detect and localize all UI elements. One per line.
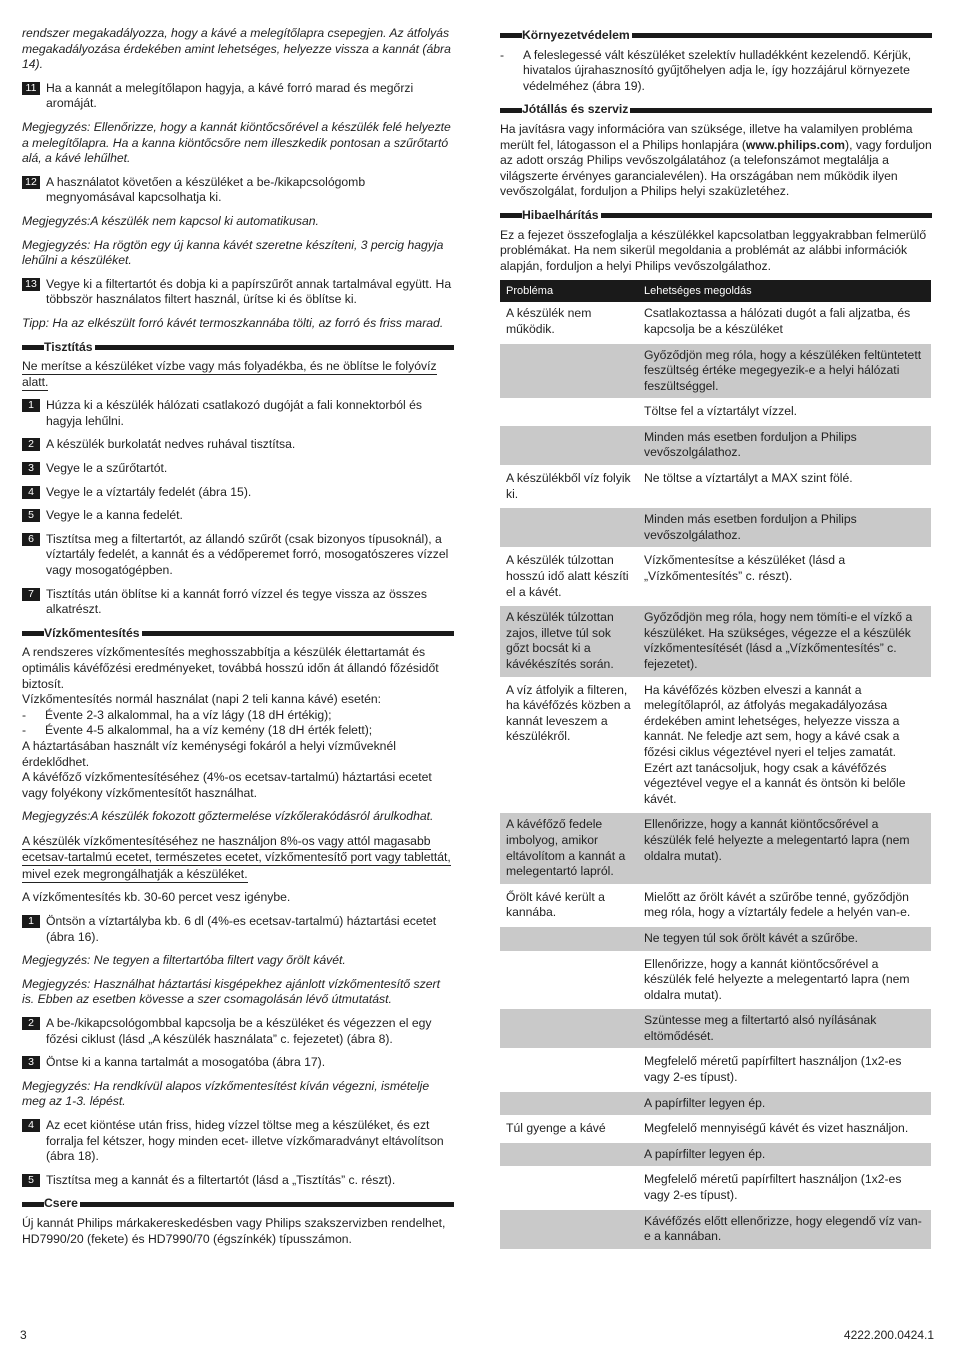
table-row bbox=[500, 952, 931, 1009]
descaling-duration: A vízkőmentesítés kb. 30-60 percet vesz igénybe. bbox=[22, 890, 291, 905]
step-text: Vegye le a víztartály fedelét (ábra 15). bbox=[46, 484, 252, 499]
cleaning-step bbox=[22, 437, 454, 453]
table-row bbox=[500, 605, 931, 677]
heading-bar bbox=[632, 33, 932, 38]
solution-cell: Kávéfőzés előtt ellenőrizze, hogy elegendő víz van-e a kannában. bbox=[638, 1209, 931, 1250]
paragraph: A kávéfőző vízkőmentesítéséhez (4%-os ecetsav-tartalmú) háztartási ecetet vagy folyékony vízkőmentesítőt használhat. bbox=[22, 770, 432, 800]
problem-cell bbox=[500, 1049, 638, 1090]
table-row bbox=[500, 1142, 931, 1168]
heading-bar bbox=[22, 1202, 44, 1207]
step-text: A használatot követően a készüléket a be-/kikapcsológomb megnyomásával kapcsolhatja ki. bbox=[46, 174, 366, 205]
solution-cell: Minden más esetben forduljon a Philips vevőszolgálathoz. bbox=[638, 507, 931, 548]
solution-cell: Győződjön meg róla, hogy nem tömíti-e el vízkő a készüléket. Ha szükséges, végezze el a készülék vízkőmentesítését (lásd a „Vízkőmentesítés” c. fejezetet). bbox=[638, 605, 931, 677]
heading-bar bbox=[80, 1202, 454, 1207]
problem-cell bbox=[500, 1209, 638, 1250]
solution-cell: Ne tegyen túl sok őrölt kávét a szűrőbe. bbox=[638, 926, 931, 952]
section-heading-guarantee bbox=[500, 102, 932, 118]
problem-cell: A kávéfőző fedele imbolyog, amikor eltávolítom a kannát a melegentartó lapról. bbox=[500, 812, 638, 884]
step-number: 1 bbox=[22, 399, 40, 412]
right-column bbox=[500, 26, 932, 1251]
heading-bar bbox=[22, 631, 44, 636]
solution-cell: Győződjön meg róla, hogy a készüléken feltüntetett feszültség értéke megegyezik-e a helyi hálózati feszültséggel. bbox=[638, 343, 931, 400]
table-row bbox=[500, 1049, 931, 1090]
step-number: 5 bbox=[22, 1174, 40, 1187]
step-text: Vegye le a kanna fedelét. bbox=[46, 508, 183, 523]
troubleshooting-table bbox=[500, 280, 931, 1251]
step-text: A készülék burkolatát nedves ruhával tisztítsa. bbox=[46, 437, 296, 452]
philips-website-link[interactable]: www.philips.com bbox=[745, 137, 846, 152]
heading-bar bbox=[500, 108, 522, 113]
solution-cell: Megfelelő mennyiségű kávét és vizet használjon. bbox=[638, 1116, 931, 1142]
section-heading-troubleshooting bbox=[500, 208, 932, 224]
table-row bbox=[500, 1091, 931, 1117]
problem-cell: A víz átfolyik a filteren, ha kávéfőzés közben a kannát leveszem a készülékről. bbox=[500, 678, 638, 813]
problem-cell bbox=[500, 425, 638, 466]
list-item: - Évente 2-3 alkalommal, ha a víz lágy (18 dH értékig); bbox=[22, 707, 332, 722]
step-number: 3 bbox=[22, 462, 40, 475]
table-row bbox=[500, 812, 931, 884]
note-descaler: Megjegyzés: Használhat háztartási kisgépekhez ajánlott vízkőmentesítő szert is. Ebben az esetben kövesse a szer csomagolásán lévő útmutatást. bbox=[22, 976, 440, 1007]
solution-cell: Ellenőrizze, hogy a kannát kiöntőcsőrével a készülék felé helyezte a melegentartó lapra (nem oldalra mutat). bbox=[638, 812, 931, 884]
table-row bbox=[500, 1167, 931, 1208]
descaling-step-5 bbox=[22, 1173, 454, 1189]
table-row bbox=[500, 1116, 931, 1142]
cleaning-step bbox=[22, 587, 454, 618]
cleaning-steps bbox=[22, 398, 454, 618]
note-repeat: Megjegyzés: Ha rendkívül alapos vízkőmentesítést kíván végezni, ismételje meg az 1-3. lépést. bbox=[22, 1078, 430, 1109]
column-header-problem: Probléma bbox=[500, 280, 638, 302]
solution-cell: Megfelelő méretű papírfiltert használjon (1x2-es vagy 2-es típust). bbox=[638, 1167, 931, 1208]
section-title: Hibaelhárítás bbox=[522, 207, 599, 222]
step-number: 5 bbox=[22, 509, 40, 522]
step-number: 11 bbox=[22, 82, 40, 95]
step-text: Tisztítás után öblítse ki a kannát forró vízzel és tegye vissza az összes alkatrészt. bbox=[46, 586, 427, 617]
descaling-step-1 bbox=[22, 914, 454, 945]
problem-cell bbox=[500, 1008, 638, 1049]
section-title: Csere bbox=[44, 1196, 78, 1211]
step-number: 12 bbox=[22, 176, 40, 189]
solution-cell: Ellenőrizze, hogy a kannát kiöntőcsőrével a készülék felé helyezte a melegentartó lapra (nem oldalra mutat). bbox=[638, 952, 931, 1009]
note-cool-down: Megjegyzés: Ha rögtön egy új kanna kávét szeretne készíteni, 3 percig hagyja lehűlni a készüléket. bbox=[22, 237, 444, 268]
table-row bbox=[500, 678, 931, 813]
problem-cell bbox=[500, 926, 638, 952]
problem-cell bbox=[500, 343, 638, 400]
section-title: Vízkőmentesítés bbox=[44, 625, 140, 640]
troubleshooting-intro: Ez a fejezet összefoglalja a készülékkel kapcsolatban leggyakrabban felmerülő problémákat. Ha nem sikerül megoldania a problémát az alábbi információk alapján, forduljon a helyi Philips vevőszolgálathoz. bbox=[500, 227, 927, 273]
section-heading-environment bbox=[500, 28, 932, 44]
descaling-step-2 bbox=[22, 1016, 454, 1047]
list-item: - Évente 4-5 alkalommal, ha a víz kemény (18 dH érték felett); bbox=[22, 723, 373, 738]
solution-cell: Minden más esetben forduljon a Philips vevőszolgálathoz. bbox=[638, 425, 931, 466]
section-title: Tisztítás bbox=[44, 339, 93, 354]
step-number: 4 bbox=[22, 1119, 40, 1132]
section-heading-cleaning bbox=[22, 340, 454, 356]
step-11 bbox=[22, 81, 454, 112]
step-number: 13 bbox=[22, 278, 40, 291]
problem-cell: A készülékből víz folyik ki. bbox=[500, 466, 638, 507]
descaling-warning: A készülék vízkőmentesítéséhez ne használjon 8%-os vagy attól magasabb ecetsav-tartalmú ecetet, természetes ecetet, vízkőmentesítő port vagy tablettát, mivel ezek megrongálhatják a készüléket. bbox=[22, 833, 451, 881]
cleaning-step bbox=[22, 398, 454, 429]
step-text: Öntsön a víztartályba kb. 6 dl (4%-es ecetsav-tartalmú) háztartási ecetet (ábra 16). bbox=[46, 914, 437, 944]
problem-cell: A készülék nem működik. bbox=[500, 302, 638, 342]
tip: Tipp: Ha az elkészült forró kávét termoszkannába tölti, az forró és friss marad. bbox=[22, 315, 444, 330]
table-row bbox=[500, 548, 931, 605]
paragraph: A rendszeres vízkőmentesítés meghosszabbítja a készülék élettartamát és optimális kávéfőzési eredményeket, továbbá hosszú időn át állandó főzésidőt biztosít. bbox=[22, 645, 439, 691]
left-column bbox=[22, 26, 454, 1255]
table-header-row bbox=[500, 280, 931, 302]
descaling-intro bbox=[22, 645, 454, 801]
problem-cell: A készülék túlzottan zajos, illetve túl sok gőzt bocsát ki a kávékészítés során. bbox=[500, 605, 638, 677]
heading-bar bbox=[500, 213, 522, 218]
step-number: 1 bbox=[22, 915, 40, 928]
document-code: 4222.200.0424.1 bbox=[843, 1328, 934, 1342]
table-row bbox=[500, 466, 931, 507]
section-heading-descaling bbox=[22, 626, 454, 642]
step-number: 4 bbox=[22, 486, 40, 499]
table-body bbox=[500, 302, 931, 1250]
step-text: Tisztítsa meg a filtertartót, az állandó szűrőt (csak bizonyos típusoknál), a víztartály fedelét, a kannát és a védőperemet forró, mosogatószeres vízzel vagy mosogatógépben. bbox=[46, 531, 449, 578]
step-text: Vegye ki a filtertartót és dobja ki a papírszűrőt annak tartalmával együtt. Ha többször használatos filtert használ, ürítse ki és öblítse ki. bbox=[46, 276, 452, 307]
step-13 bbox=[22, 277, 454, 308]
step-text: Tisztítsa meg a kannát és a filtertartót (lásd a „Tisztítás” c. részt). bbox=[46, 1172, 396, 1187]
table-row bbox=[500, 507, 931, 548]
note-steam: Megjegyzés:A készülék fokozott gőztermelése vízkőlerakódásról árulkodhat. bbox=[22, 809, 434, 824]
solution-cell: A papírfilter legyen ép. bbox=[638, 1091, 931, 1117]
step-text: A be-/kikapcsológombbal kapcsolja be a készüléket és végezzen el egy főzési ciklust (lásd „A készülék használata” c. fejezetet) (ábra 8). bbox=[46, 1016, 432, 1046]
step-text: Vegye le a szűrőtartót. bbox=[46, 461, 168, 476]
step-text: Húzza ki a készülék hálózati csatlakozó dugóját a fali konnektorból és hagyja lehűlni. bbox=[46, 398, 422, 428]
problem-cell bbox=[500, 1167, 638, 1208]
solution-cell: A papírfilter legyen ép. bbox=[638, 1142, 931, 1168]
note-no-filter: Megjegyzés: Ne tegyen a filtertartóba filtert vagy őrölt kávét. bbox=[22, 953, 346, 968]
solution-cell: Megfelelő méretű papírfiltert használjon (1x2-es vagy 2-es típust). bbox=[638, 1049, 931, 1090]
page-number: 3 bbox=[20, 1328, 27, 1342]
problem-cell: A készülék túlzottan hosszú idő alatt készíti el a kávét. bbox=[500, 548, 638, 605]
table-row bbox=[500, 425, 931, 466]
section-title: Jótállás és szerviz bbox=[522, 102, 629, 117]
solution-cell: Vízkőmentesítse a készüléket (lásd a „Vízkőmentesítés” c. részt). bbox=[638, 548, 931, 605]
step-text: Öntse ki a kanna tartalmát a mosogatóba (ábra 17). bbox=[46, 1055, 326, 1070]
descaling-step-4 bbox=[22, 1118, 454, 1165]
step-text: Az ecet kiöntése után friss, hideg vízzel töltse meg a készüléket, és ezt forralja fel kétszer, hogy minden ecet- illetve vízkőmaradványt eltávolítson (ábra 18). bbox=[46, 1117, 444, 1164]
step-number: 3 bbox=[22, 1056, 40, 1069]
problem-cell bbox=[500, 507, 638, 548]
solution-cell: Csatlakoztassa a hálózati dugót a fali aljzatba, és kapcsolja be a készüléket bbox=[638, 302, 931, 342]
table-row bbox=[500, 302, 931, 342]
problem-cell bbox=[500, 1091, 638, 1117]
heading-bar bbox=[22, 345, 44, 350]
step-text: Ha a kannát a melegítőlapon hagyja, a kávé forró marad és megőrzi aromáját. bbox=[46, 80, 414, 111]
step-12 bbox=[22, 175, 454, 206]
step-number: 2 bbox=[22, 438, 40, 451]
intro-note: rendszer megakadályozza, hogy a kávé a melegítőlapra csepegjen. Az átfolyás megakadályozása érdekében amint lehetséges, helyezze vissza a kannát (ábra 14). bbox=[22, 26, 451, 72]
table-row bbox=[500, 1008, 931, 1049]
environment-text: - A feleslegessé vált készüléket szelektív hulladékként kezelendő. Kérjük, hivatalos újrahasznosító gyűjtőhelyen adja le, így hozzájárul környezete védelméhez (ábra 19). bbox=[500, 47, 912, 93]
note-no-auto-off: Megjegyzés:A készülék nem kapcsol ki automatikusan. bbox=[22, 213, 319, 228]
replacement-text: Új kannát Philips márkakereskedésben vagy Philips szakszervizben rendelhet, HD7990/20 (fekete) és HD7990/70 (égszínkék) típusszámon. bbox=[22, 1215, 446, 1246]
table-row bbox=[500, 399, 931, 425]
cleaning-step bbox=[22, 461, 454, 477]
descaling-step-3 bbox=[22, 1055, 454, 1071]
solution-cell: Ne töltse a víztartályt a MAX szint fölé. bbox=[638, 466, 931, 507]
column-header-solution: Lehetséges megoldás bbox=[638, 280, 931, 302]
problem-cell bbox=[500, 1142, 638, 1168]
table-row bbox=[500, 343, 931, 400]
problem-cell: Túl gyenge a kávé bbox=[500, 1116, 638, 1142]
paragraph: Vízkőmentesítés normál használat (napi 2 teli kanna kávé) esetén: bbox=[22, 692, 382, 707]
table-row bbox=[500, 885, 931, 926]
heading-bar bbox=[95, 345, 454, 350]
heading-bar bbox=[142, 631, 454, 636]
table-row bbox=[500, 926, 931, 952]
solution-cell: Mielőtt az őrölt kávét a szűrőbe tenné, győződjön meg róla, hogy a víztartály fedele a helyén van-e. bbox=[638, 885, 931, 926]
cleaning-warning: Ne merítse a készüléket vízbe vagy más folyadékba, és ne öblítse le folyóvíz alatt. bbox=[22, 359, 437, 389]
solution-cell: Szüntesse meg a filtertartó alsó nyílásának eltömődését. bbox=[638, 1008, 931, 1049]
section-heading-replacement bbox=[22, 1196, 454, 1212]
heading-bar bbox=[630, 108, 932, 113]
problem-cell bbox=[500, 399, 638, 425]
solution-cell: Ha kávéfőzés közben elveszi a kannát a melegítőlapról, az átfolyás megakadályozása érdekében amint lehetséges, helyezze vissza a kannát. Ne feledje azt sem, hogy a kávé csak a főzési ciklus végeztével nyeri el teljes zamatát. Ezért azt tanácsoljuk, hogy csak a kávéfőzés végeztével vegye el a kannát és öntsön ki belőle kávét. bbox=[638, 678, 931, 813]
heading-bar bbox=[601, 213, 932, 218]
cleaning-step bbox=[22, 508, 454, 524]
note-carafe-position: Megjegyzés: Ellenőrizze, hogy a kannát kiöntőcsőrével a készülék felé helyezte a melegítőlapra. Ha a kanna kiöntőcsőre nem illeszkedik pontosan a szűrőtartó alá, a kávé lehűlhet. bbox=[22, 119, 451, 166]
guarantee-text: Ha javításra vagy információra van szüksége, illetve ha valamilyen probléma merült fel, látogasson el a Philips honlapjára (www.philips.com), vagy forduljon az adott ország Philips vevőszolgálatához (a telefonszámot megtalálja a világszerte érvényes garancialevélen). Ha országában nem működik ilyen vevőszolgálat, forduljon a Philips helyi szaküzletéhez. bbox=[500, 121, 932, 199]
problem-cell: Őrölt kávé került a kannába. bbox=[500, 885, 638, 926]
heading-bar bbox=[500, 33, 522, 38]
problem-cell bbox=[500, 952, 638, 1009]
section-title: Környezetvédelem bbox=[522, 28, 630, 42]
cleaning-step bbox=[22, 532, 454, 579]
step-number: 6 bbox=[22, 533, 40, 546]
paragraph: A háztartásában használt víz keménységi fokáról a helyi vízműveknél érdeklődhet. bbox=[22, 738, 396, 769]
step-number: 2 bbox=[22, 1017, 40, 1030]
step-number: 7 bbox=[22, 588, 40, 601]
table-row bbox=[500, 1209, 931, 1250]
cleaning-step bbox=[22, 485, 454, 501]
solution-cell: Töltse fel a víztartályt vízzel. bbox=[638, 399, 931, 425]
